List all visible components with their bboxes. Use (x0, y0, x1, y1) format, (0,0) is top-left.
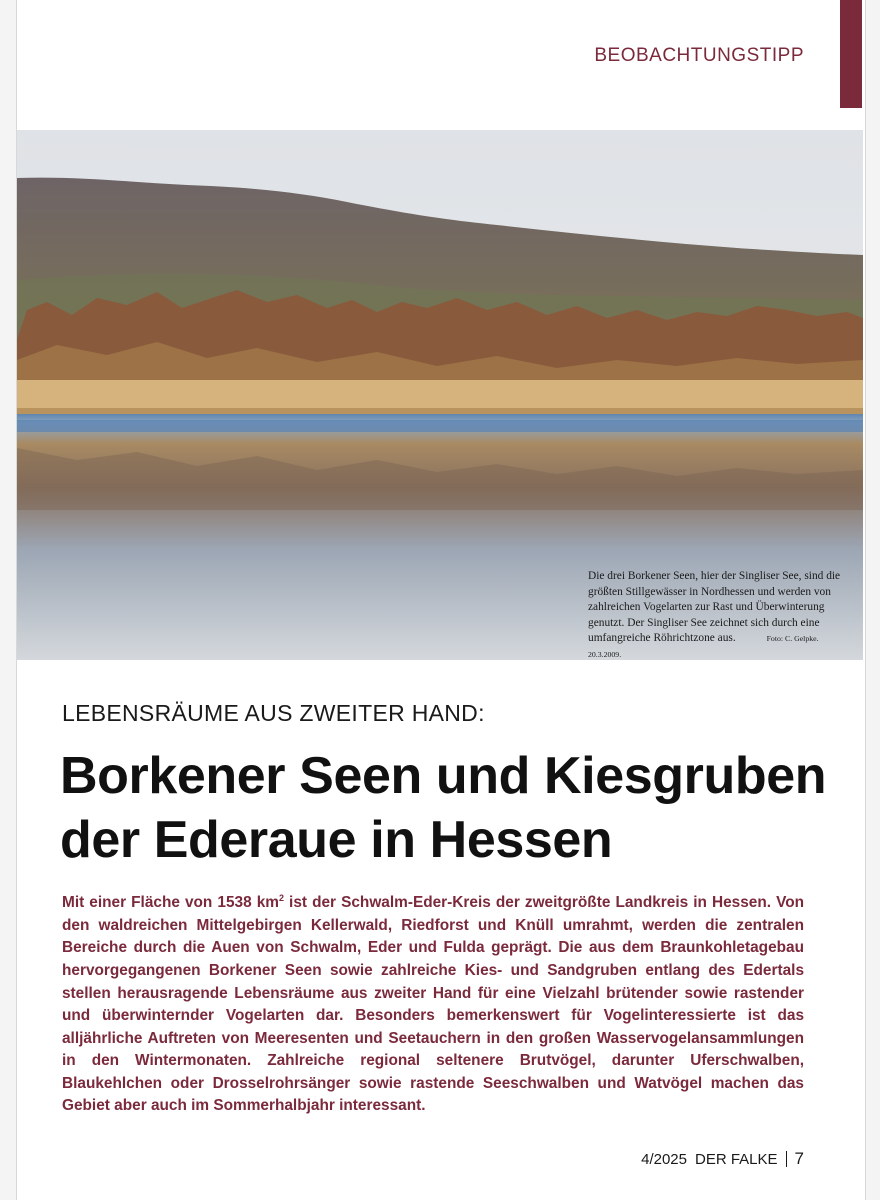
article-title-line-1: Borkener Seen und Kiesgruben (60, 747, 827, 805)
shoreline (17, 408, 863, 414)
lead-text-start: Mit einer Fläche von 1538 km (62, 894, 279, 912)
photo-credit: Foto: C. Gelpke. 20.3.2009. (588, 634, 819, 659)
magazine-name: DER FALKE (695, 1150, 778, 1168)
article-title (60, 744, 826, 872)
page-number: 7 (794, 1149, 804, 1168)
reed-belt (17, 380, 863, 410)
footer-separator (786, 1151, 787, 1167)
page-footer (641, 1149, 804, 1169)
article-title-line-2: der Ederaue in Hessen (60, 811, 613, 869)
photo-caption-text: Die drei Borkener Seen, hier der Singliser See, sind die größten Stillgewässer in Nordhessen und werden von zahlreichen Vogelarten zur Rast und Überwinterung genutzt. Der Singliser See zeichnet sich durch eine umfangreiche Röhrichtzone aus. (588, 570, 841, 644)
issue-number: 4/2025 (641, 1150, 687, 1168)
blue-water-band (17, 420, 863, 432)
lead-text-rest: ist der Schwalm-Eder-Kreis der zweitgrößte Landkreis in Hessen. Von den waldreichen Mittelgebirgen Kellerwald, Riedforst und Knüll umrahmt, werden die zentralen Bereiche durch die Auen von Schwalm, Eder und Fulda geprägt. Die aus dem Braunkohletagebau hervorgegangenen Borkener Seen sowie zahlreiche Kies- und Sandgruben entlang des Edertals stellen herausragende Lebensräume aus zweiter Hand für eine Vielzahl brütender sowie rastender und überwinternder Vogelarten dar. Besonders bemerkenswert für Vogelinteressierte ist das alljährliche Auftreten von Meeresenten und Seetauchern in den großen Wasservogelansammlungen in den Wintermonaten. Zahlreiche regional seltenere Brutvögel, darunter Uferschwalben, Blaukehlchen oder Drosselrohrsänger sowie rastende Seeschwalben und Watvögel machen das Gebiet aber auch im Sommerhalbjahr interessant. (62, 894, 804, 1115)
section-accent-bar (840, 0, 862, 108)
photo-caption (588, 569, 850, 662)
section-kicker: BEOBACHTUNGSTIPP (594, 45, 804, 66)
article-subtitle: LEBENSRÄUME AUS ZWEITER HAND: (62, 700, 485, 726)
article-lead-paragraph (62, 887, 804, 1118)
area-superscript: 2 (278, 893, 284, 903)
